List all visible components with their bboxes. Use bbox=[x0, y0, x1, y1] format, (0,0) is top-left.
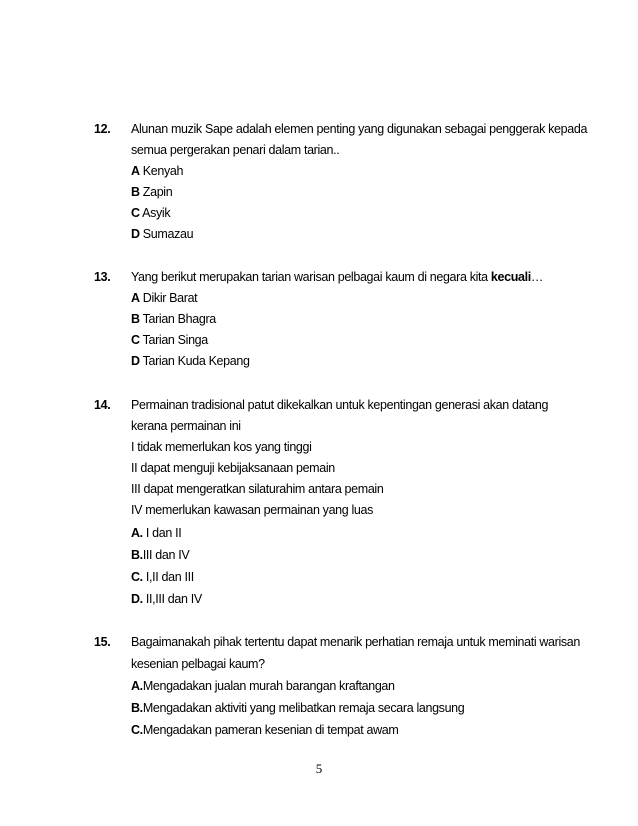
stem-text: Yang berikut merupakan tarian warisan pelbagai kaum di negara kita bbox=[131, 270, 491, 284]
option-text: Asyik bbox=[139, 206, 171, 220]
option-letter: C bbox=[131, 206, 140, 220]
option-letter: A bbox=[131, 164, 140, 178]
option-text: Sumazau bbox=[139, 227, 194, 241]
option-text: Kenyah bbox=[139, 164, 184, 178]
option-text: Mengadakan pameran kesenian di tempat awam bbox=[142, 723, 399, 737]
question-number: 15. bbox=[94, 635, 111, 649]
option-letter: D bbox=[131, 354, 140, 368]
option-letter: B. bbox=[131, 701, 143, 715]
option-a bbox=[131, 164, 183, 178]
option-c bbox=[131, 570, 194, 584]
option-a bbox=[131, 526, 181, 540]
option-letter: A. bbox=[131, 679, 143, 693]
option-d bbox=[131, 354, 250, 368]
statement-1: I tidak memerlukan kos yang tinggi bbox=[131, 440, 312, 454]
option-letter: C. bbox=[131, 723, 143, 737]
option-text: Mengadakan jualan murah barangan kraftangan bbox=[142, 679, 395, 693]
option-c bbox=[131, 723, 398, 737]
question-stem-line: kesenian pelbagai kaum? bbox=[131, 657, 265, 671]
option-letter: D bbox=[131, 227, 140, 241]
option-text: I dan II bbox=[142, 526, 182, 540]
option-b bbox=[131, 185, 172, 199]
option-letter: B bbox=[131, 312, 140, 326]
stem-ellipsis: … bbox=[530, 270, 543, 284]
statement-3: III dapat mengeratkan silaturahim antara pemain bbox=[131, 482, 384, 496]
option-c bbox=[131, 206, 170, 220]
option-text: III dan IV bbox=[142, 548, 190, 562]
question-stem-line: Alunan muzik Sape adalah elemen penting yang digunakan sebagai penggerak kepada bbox=[131, 122, 588, 136]
option-letter: A bbox=[131, 291, 140, 305]
option-text: Tarian Singa bbox=[139, 333, 208, 347]
option-d bbox=[131, 592, 202, 606]
statement-4: IV memerlukan kawasan permainan yang luas bbox=[131, 503, 374, 517]
option-text: Mengadakan aktiviti yang melibatkan remaja secara langsung bbox=[142, 701, 465, 715]
page-number: 5 bbox=[315, 761, 323, 776]
option-letter: C bbox=[131, 333, 140, 347]
option-letter: C. bbox=[131, 570, 143, 584]
question-stem-line: kerana permainan ini bbox=[131, 419, 241, 433]
question-number: 13. bbox=[94, 270, 111, 284]
option-c bbox=[131, 333, 208, 347]
option-text: Tarian Kuda Kepang bbox=[139, 354, 250, 368]
option-b bbox=[131, 312, 216, 326]
question-stem-line: Bagaimanakah pihak tertentu dapat menarik perhatian remaja untuk meminati warisan bbox=[131, 635, 581, 649]
option-text: Tarian Bhagra bbox=[139, 312, 216, 326]
question-stem-line bbox=[131, 270, 543, 284]
question-number: 14. bbox=[94, 398, 111, 412]
option-a bbox=[131, 291, 197, 305]
question-stem-line: Permainan tradisional patut dikekalkan untuk kepentingan generasi akan datang bbox=[131, 398, 549, 412]
option-letter: D. bbox=[131, 592, 143, 606]
option-text: Zapin bbox=[139, 185, 173, 199]
option-text: II,III dan IV bbox=[142, 592, 202, 606]
option-d bbox=[131, 227, 193, 241]
option-b bbox=[131, 548, 189, 562]
option-letter: A. bbox=[131, 526, 143, 540]
statement-2: II dapat menguji kebijaksanaan pemain bbox=[131, 461, 335, 475]
stem-emphasis: kecuali bbox=[490, 270, 531, 284]
question-stem-line: semua pergerakan penari dalam tarian.. bbox=[131, 143, 340, 157]
option-b bbox=[131, 701, 464, 715]
option-a bbox=[131, 679, 395, 693]
question-number: 12. bbox=[94, 122, 111, 136]
option-letter: B. bbox=[131, 548, 143, 562]
option-text: Dikir Barat bbox=[139, 291, 198, 305]
option-letter: B bbox=[131, 185, 140, 199]
option-text: I,II dan III bbox=[142, 570, 194, 584]
